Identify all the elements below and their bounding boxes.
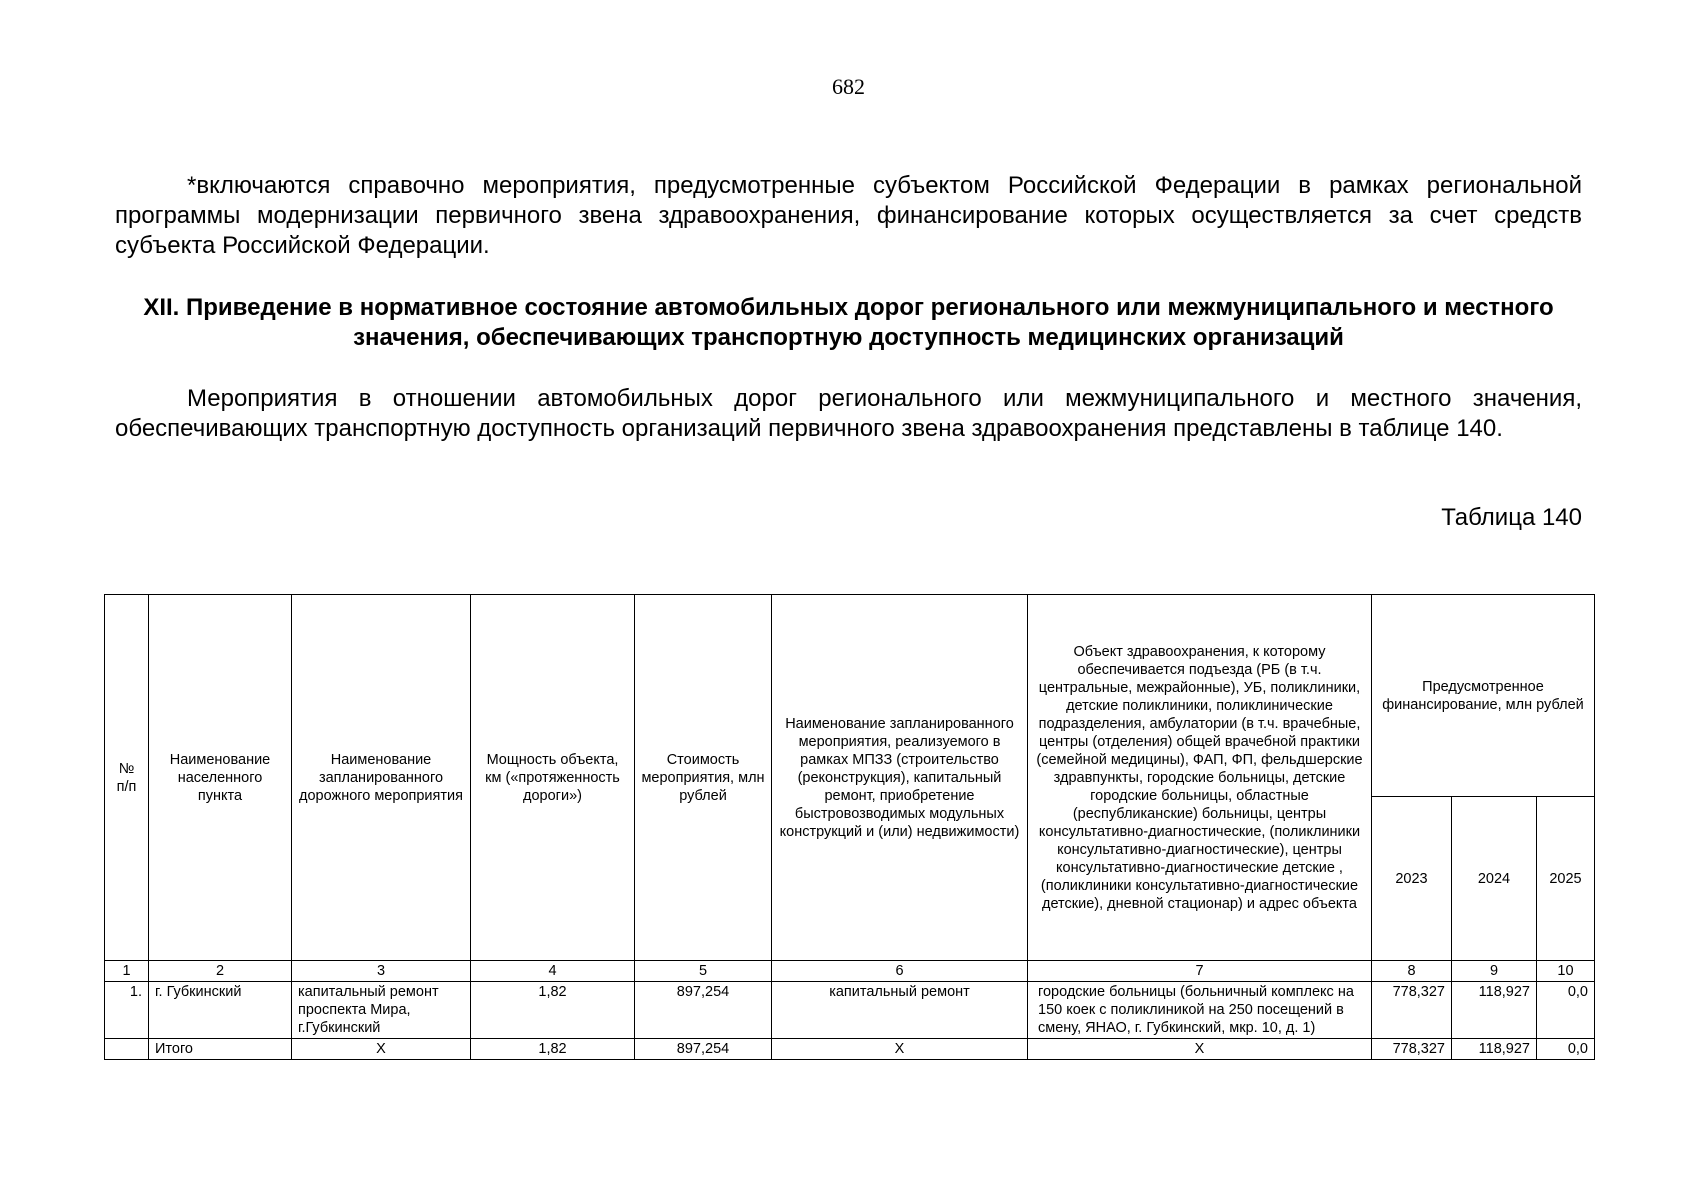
- column-number: 1: [105, 961, 149, 982]
- total-facility: Х: [1028, 1039, 1372, 1060]
- total-y2025: 0,0: [1537, 1039, 1595, 1060]
- total-road-event: Х: [292, 1039, 471, 1060]
- row-num: 1.: [105, 982, 149, 1039]
- row-road-event: капитальный ремонт проспекта Мира, г.Губкинский: [292, 982, 471, 1039]
- header-length: Мощность объекта, км («протяженность дороги»): [471, 595, 635, 961]
- row-y2024: 118,927: [1452, 982, 1537, 1039]
- header-row: [105, 595, 1595, 797]
- row-length: 1,82: [471, 982, 635, 1039]
- row-settlement: г. Губкинский: [149, 982, 292, 1039]
- row-facility: городские больницы (больничный комплекс на 150 коек с поликлиникой на 250 посещений в смену, ЯНАО, г. Губкинский, мкр. 10, д. 1): [1028, 982, 1372, 1039]
- row-cost: 897,254: [635, 982, 772, 1039]
- total-row: [105, 1039, 1595, 1060]
- header-year-2023: 2023: [1372, 797, 1452, 961]
- table-caption: Таблица 140: [1441, 504, 1582, 531]
- header-road-event: Наименование запланированного дорожного мероприятия: [292, 595, 471, 961]
- column-number: 6: [772, 961, 1028, 982]
- column-numbers-row: [105, 961, 1595, 982]
- header-cost: Стоимость мероприятия, млн рублей: [635, 595, 772, 961]
- column-number: 5: [635, 961, 772, 982]
- page-number: 682: [832, 74, 865, 99]
- section-title: XII. Приведение в нормативное состояние автомобильных дорог регионального или межмуниципального и местного значения, обеспечивающих транспортную доступность медицинских организаций: [143, 294, 1554, 351]
- header-funding: Предусмотренное финансирование, млн рублей: [1372, 595, 1595, 797]
- row-y2025: 0,0: [1537, 982, 1595, 1039]
- header-facility: Объект здравоохранения, к которому обеспечивается подъезда (РБ (в т.ч. центральные, межрайонные), УБ, поликлиники, детские поликлиники, поликлинические подразделения, амбулатории (в т.ч. врачебные, центры (отделения) общей врачебной практики (семейной медицины), ФАП, ФП, фельдшерские здравпункты, городские больницы, детские городские больницы, областные (республиканские) больницы, центры консультативно-диагностические, (поликлиники консультативно-диагностические), центры консультативно-диагностические детские , (поликлиники консультативно-диагностические детские), дневной стационар) и адрес объекта: [1028, 595, 1372, 961]
- total-y2023: 778,327: [1372, 1039, 1452, 1060]
- total-y2024: 118,927: [1452, 1039, 1537, 1060]
- header-year-2025: 2025: [1537, 797, 1595, 961]
- header-mpzz-event: Наименование запланированного мероприятия, реализуемого в рамках МПЗЗ (строительство (реконструкция), капитальный ремонт, приобретение быстровозводимых модульных конструкций и (или) недвижимости): [772, 595, 1028, 961]
- total-label: Итого: [149, 1039, 292, 1060]
- column-number: 9: [1452, 961, 1537, 982]
- header-num: № п/п: [105, 595, 149, 961]
- footnote-paragraph: *включаются справочно мероприятия, предусмотренные субъектом Российской Федерации в рамках региональной программы модернизации первичного звена здравоохранения, финансирование которых осуществляется за счет средств субъекта Российской Федерации.: [115, 172, 1582, 259]
- total-mpzz-event: Х: [772, 1039, 1028, 1060]
- total-length: 1,82: [471, 1039, 635, 1060]
- total-cost: 897,254: [635, 1039, 772, 1060]
- column-number: 10: [1537, 961, 1595, 982]
- intro-paragraph: Мероприятия в отношении автомобильных дорог регионального или межмуниципального и местного значения, обеспечивающих транспортную доступность организаций первичного звена здравоохранения представлены в таблице 140.: [115, 385, 1582, 442]
- total-num: [105, 1039, 149, 1060]
- table-row: [105, 982, 1595, 1039]
- column-number: 8: [1372, 961, 1452, 982]
- column-number: 4: [471, 961, 635, 982]
- row-y2023: 778,327: [1372, 982, 1452, 1039]
- roads-table: [104, 594, 1595, 1060]
- row-mpzz-event: капитальный ремонт: [772, 982, 1028, 1039]
- header-year-2024: 2024: [1452, 797, 1537, 961]
- column-number: 3: [292, 961, 471, 982]
- column-number: 7: [1028, 961, 1372, 982]
- header-settlement: Наименование населенного пункта: [149, 595, 292, 961]
- column-number: 2: [149, 961, 292, 982]
